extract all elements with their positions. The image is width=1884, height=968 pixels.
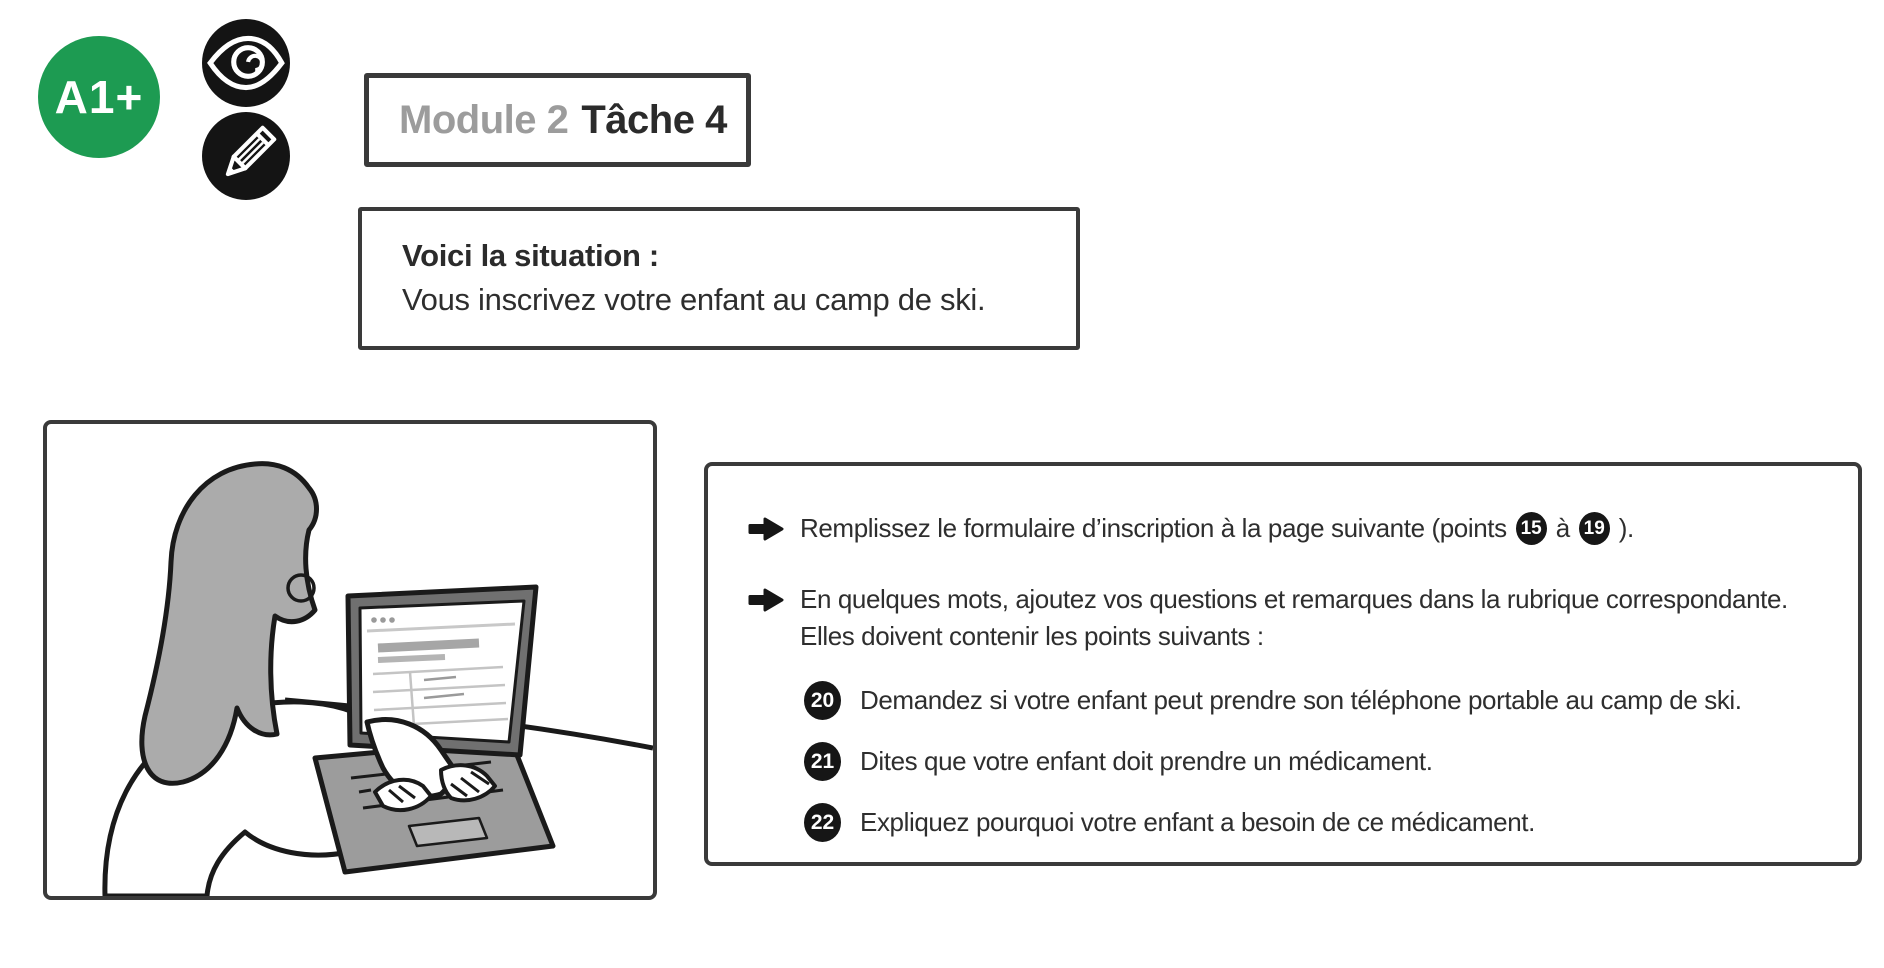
person-typing-on-laptop-illustration (47, 424, 653, 896)
module-label: Module 2 (399, 97, 569, 142)
arrow-right-icon (748, 587, 784, 620)
point-badge-22: 22 (804, 803, 841, 842)
situation-title: Voici la situation : (402, 238, 659, 273)
instruction-bullet-1 (748, 510, 1824, 549)
pencil-icon (202, 112, 290, 200)
instruction-item-20 (804, 681, 1824, 720)
illustration-box (43, 420, 657, 900)
instruction-bullet-2 (748, 581, 1824, 655)
point-badge-20: 20 (804, 681, 841, 720)
bullet2-line1: En quelques mots, ajoutez vos questions et remarques dans la rubrique correspondante. (800, 584, 1788, 614)
eye-icon (202, 19, 290, 107)
module-task-header (364, 73, 751, 167)
bullet2-line2: Elles doivent contenir les points suivants : (800, 621, 1264, 651)
instruction-item-22 (804, 803, 1824, 842)
task-label: Tâche 4 (581, 97, 727, 142)
instruction-item-21 (804, 742, 1824, 781)
arrow-right-icon (748, 516, 784, 549)
level-badge-label: A1+ (54, 71, 144, 123)
point-badge-21: 21 (804, 742, 841, 781)
bullet1-text-after: ). (1618, 513, 1634, 543)
situation-box (358, 207, 1080, 350)
bullet1-text-before: Remplissez le formulaire d’inscription à la page suivante (points (800, 513, 1507, 543)
item-22-text: Expliquez pourquoi votre enfant a besoin de ce médicament. (860, 807, 1535, 837)
point-badge-15: 15 (1516, 512, 1547, 545)
bullet1-text-between: à (1555, 513, 1570, 543)
item-21-text: Dites que votre enfant doit prendre un médicament. (860, 746, 1433, 776)
situation-text: Vous inscrivez votre enfant au camp de ski. (402, 282, 986, 317)
item-20-text: Demandez si votre enfant peut prendre son téléphone portable au camp de ski. (860, 685, 1742, 715)
point-badge-19: 19 (1579, 512, 1610, 545)
level-badge (38, 36, 160, 158)
instructions-box (704, 462, 1862, 866)
